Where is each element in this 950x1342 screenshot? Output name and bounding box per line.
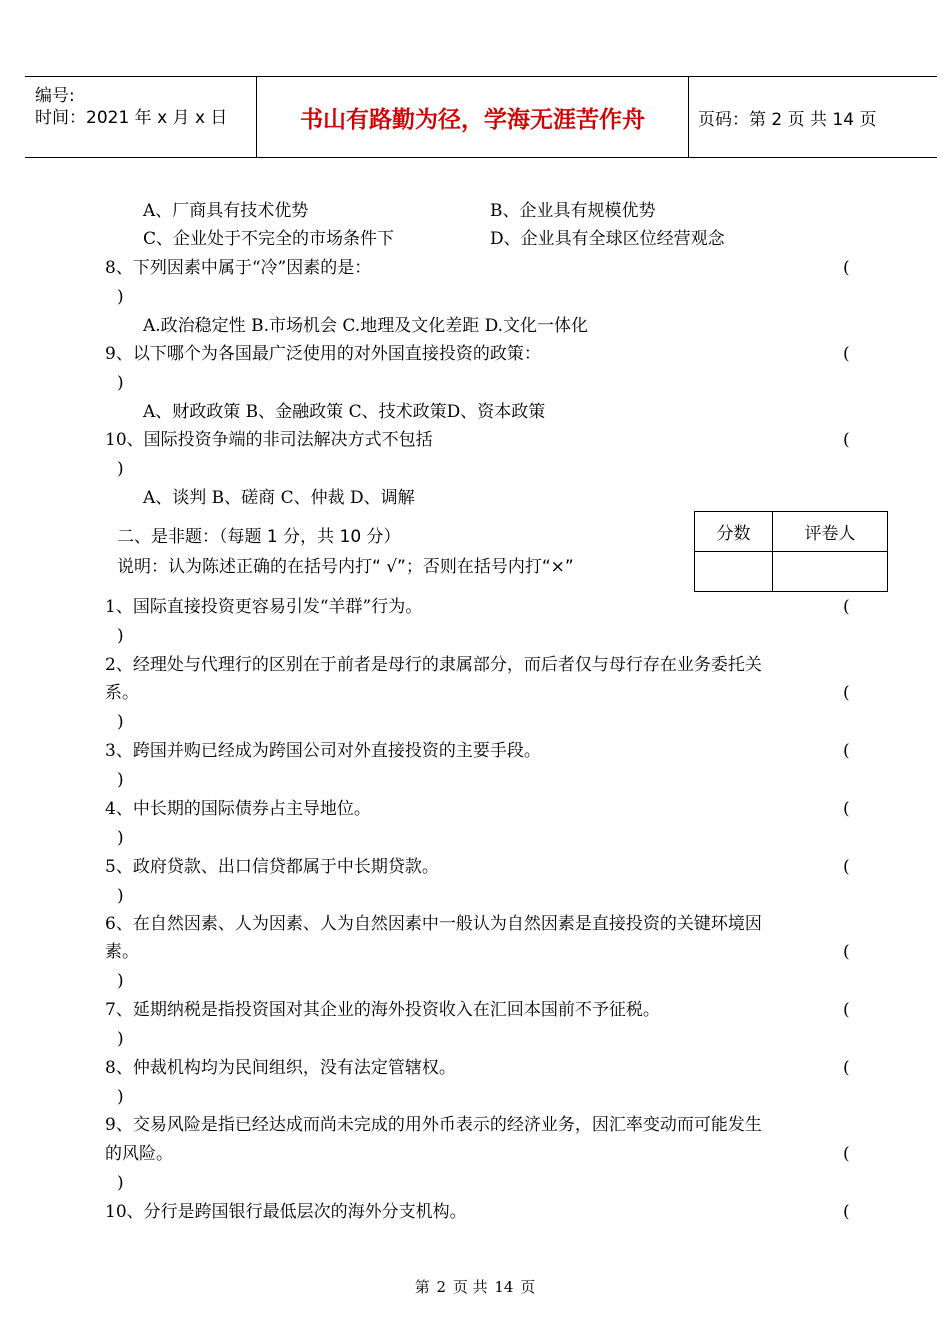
answer-bracket-open: ( (843, 1202, 850, 1222)
answer-bracket-close: ) (117, 1087, 124, 1107)
answer-bracket-open: ( (843, 1144, 850, 1164)
footer-total-pages: 14 (494, 1278, 514, 1296)
answer-bracket-open: ( (843, 683, 850, 703)
answer-bracket-open: ( (843, 258, 850, 278)
answer-bracket-close: ) (117, 712, 124, 732)
score-label: 分数 (695, 512, 773, 552)
answer-bracket-close: ) (117, 886, 124, 906)
answer-bracket-close: ) (117, 373, 124, 393)
tf-item-9: 9、交易风险是指已经达成而尚未完成的用外币表示的经济业务，因汇率变动而可能发生 (105, 1115, 762, 1135)
tf-item-7: 7、延期纳税是指投资国对其企业的海外投资收入在汇回本国前不予征税。 (105, 1000, 660, 1020)
page-label: 页码：第 2 页 共 14 页 (698, 109, 877, 130)
footer-page-number: 2 (436, 1278, 447, 1296)
tf-item-3: 3、跨国并购已经成为跨国公司对外直接投资的主要手段。 (105, 741, 541, 761)
section-2-title: 二、是非题：（每题 1 分，共 10 分） (117, 527, 401, 547)
question-9: 9、以下哪个为各国最广泛使用的对外国直接投资的政策： (105, 344, 541, 364)
answer-bracket-open: ( (843, 430, 850, 450)
answer-bracket-open: ( (843, 799, 850, 819)
tf-item-4: 4、中长期的国际债券占主导地位。 (105, 799, 371, 819)
score-cell[interactable] (695, 552, 773, 592)
answer-bracket-close: ) (117, 1173, 124, 1193)
option-7b: B、企业具有规模优势 (490, 201, 656, 221)
question-9-options: A、财政政策 B、金融政策 C、技术政策D、资本政策 (143, 402, 546, 422)
page-footer (0, 1276, 950, 1297)
motto: 书山有路勤为径，学海无涯苦作舟 (256, 77, 689, 157)
footer-mid: 页 共 (452, 1278, 488, 1296)
option-7c: C、企业处于不完全的市场条件下 (143, 229, 395, 249)
page-header (25, 76, 937, 158)
answer-bracket-open: ( (843, 597, 850, 617)
answer-bracket-open: ( (843, 1058, 850, 1078)
answer-bracket-close: ) (117, 1029, 124, 1049)
tf-item-10: 10、分行是跨国银行最低层次的海外分支机构。 (105, 1202, 467, 1222)
answer-bracket-close: ) (117, 459, 124, 479)
tf-item-6: 6、在自然因素、人为因素、人为自然因素中一般认为自然因素是直接投资的关键环境因 (105, 914, 762, 934)
tf-item-9-cont: 的风险。 (105, 1144, 173, 1164)
question-10-options: A、谈判 B、磋商 C、仲裁 D、调解 (143, 488, 415, 508)
option-7a: A、厂商具有技术优势 (143, 201, 309, 221)
question-8: 8、下列因素中属于“冷”因素的是： (105, 258, 372, 278)
answer-bracket-close: ) (117, 770, 124, 790)
tf-item-6-cont: 素。 (105, 942, 139, 962)
footer-prefix: 第 (414, 1278, 430, 1296)
tf-item-1: 1、国际直接投资更容易引发“羊群”行为。 (105, 597, 423, 617)
answer-bracket-open: ( (843, 344, 850, 364)
tf-item-2-cont: 系。 (105, 683, 139, 703)
tf-item-5: 5、政府贷款、出口信贷都属于中长期贷款。 (105, 857, 439, 877)
answer-bracket-open: ( (843, 942, 850, 962)
question-10: 10、国际投资争端的非司法解决方式不包括 (105, 430, 433, 450)
question-8-options: A.政治稳定性 B.市场机会 C.地理及文化差距 D.文化一体化 (143, 316, 589, 336)
score-table (694, 511, 888, 592)
answer-bracket-open: ( (843, 1000, 850, 1020)
tf-item-2: 2、经理处与代理行的区别在于前者是母行的隶属部分，而后者仅与母行存在业务委托关 (105, 655, 762, 675)
grader-cell[interactable] (773, 552, 888, 592)
serial-label: 编号: (35, 86, 75, 106)
grader-label: 评卷人 (773, 512, 888, 552)
tf-item-8: 8、仲裁机构均为民间组织，没有法定管辖权。 (105, 1058, 456, 1078)
footer-suffix: 页 (520, 1278, 536, 1296)
answer-bracket-close: ) (117, 626, 124, 646)
answer-bracket-close: ) (117, 287, 124, 307)
answer-bracket-open: ( (843, 741, 850, 761)
option-7d: D、企业具有全球区位经营观念 (490, 229, 725, 249)
section-2-instruction: 说明：认为陈述正确的在括号内打“ √”；否则在括号内打“×” (117, 557, 574, 577)
answer-bracket-close: ) (117, 971, 124, 991)
answer-bracket-close: ) (117, 828, 124, 848)
time-label: 时间：2021 年 x 月 x 日 (35, 108, 228, 128)
answer-bracket-open: ( (843, 857, 850, 877)
header-meta (25, 77, 256, 157)
